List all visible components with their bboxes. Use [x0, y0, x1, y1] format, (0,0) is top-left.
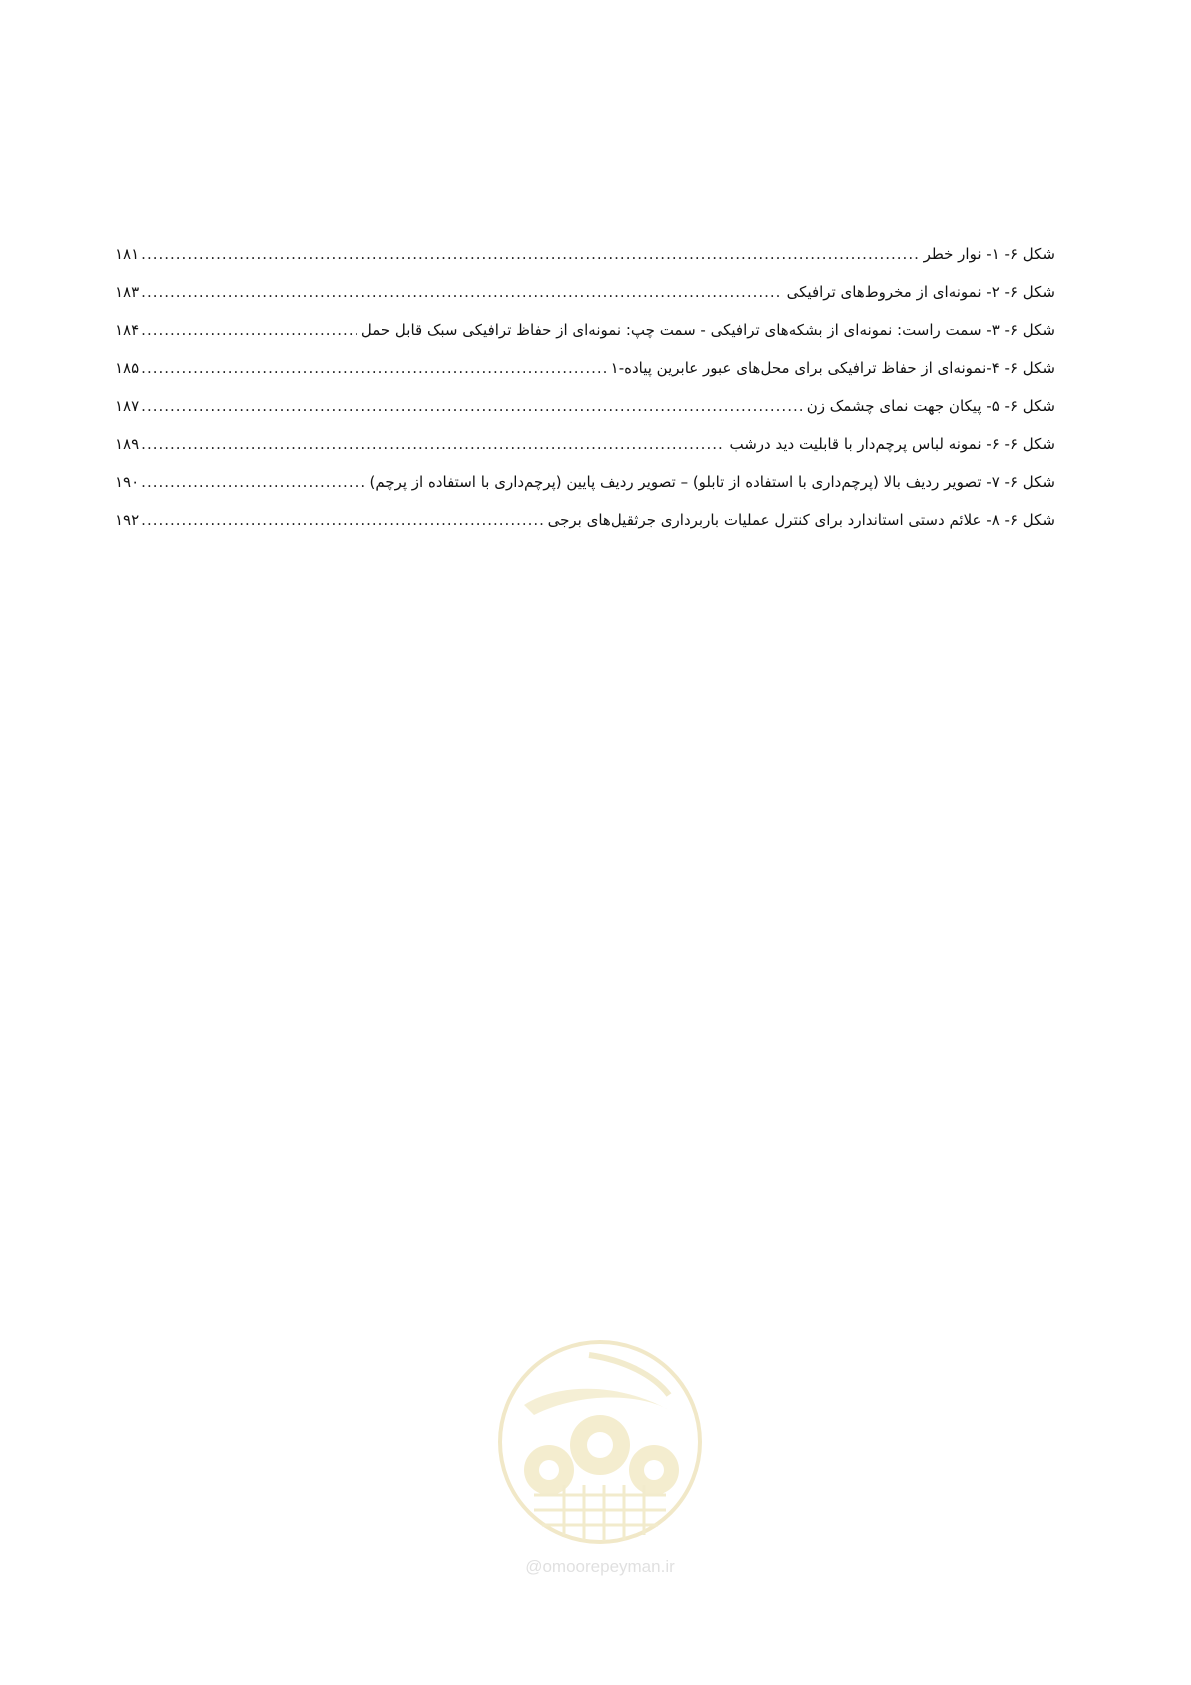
- toc-leader-dots: [141, 434, 725, 454]
- toc-entry-title: شکل ۶- ۸- علائم دستی استاندارد برای کنترل عملیات باربرداری جرثقیل‌های برجی: [547, 511, 1055, 529]
- toc-entry-title: شکل ۶- ۳- سمت راست: نمونه‌ای از بشکه‌های ترافیکی - سمت چپ: نمونه‌ای از حفاظ ترافیکی سبک قابل حمل: [360, 321, 1055, 339]
- toc-entry[interactable]: [115, 472, 1055, 510]
- toc-leader-dots: [141, 510, 543, 530]
- toc-entry[interactable]: [115, 358, 1055, 396]
- toc-leader-dots: [141, 282, 782, 302]
- watermark-logo: [494, 1335, 706, 1625]
- toc-entry-title: شکل ۶- ۲- نمونه‌ای از مخروط‌های ترافیکی: [786, 283, 1055, 301]
- toc-entry-title: شکل ۶- ۴-نمونه‌ای از حفاظ ترافیکی برای محل‌های عبور عابرین پیاده-۱: [610, 359, 1055, 377]
- toc-leader-dots: [141, 472, 365, 492]
- toc-entry-title: شکل ۶- ۷- تصویر ردیف بالا (پرچم‌داری با استفاده از تابلو) – تصویر ردیف پایین (پرچم‌داری با استفاده از پرچم): [369, 473, 1055, 491]
- table-of-figures: [115, 244, 1055, 548]
- toc-entry-title: شکل ۶- ۱- نوار خطر: [923, 245, 1055, 263]
- toc-entry[interactable]: [115, 510, 1055, 548]
- toc-entry-page: ۱۸۵: [115, 359, 140, 377]
- toc-entry[interactable]: [115, 244, 1055, 282]
- toc-leader-dots: [141, 320, 357, 340]
- toc-entry[interactable]: [115, 282, 1055, 320]
- toc-entry-page: ۱۸۴: [115, 321, 140, 339]
- toc-leader-dots: [141, 244, 919, 264]
- watermark-site-text: @omoorepeyman.ir: [525, 1557, 675, 1576]
- toc-entry-page: ۱۸۹: [115, 435, 140, 453]
- toc-entry-page: ۱۸۳: [115, 283, 140, 301]
- toc-entry-page: ۱۸۱: [115, 245, 140, 263]
- toc-entry-page: ۱۸۷: [115, 397, 140, 415]
- toc-entry[interactable]: [115, 434, 1055, 472]
- gears-logo-icon: [494, 1335, 706, 1550]
- toc-entry-title: شکل ۶- ۵- پیکان جهت نمای چشمک زن: [806, 397, 1055, 415]
- toc-entry-page: ۱۹۰: [115, 473, 140, 491]
- toc-leader-dots: [141, 396, 803, 416]
- toc-entry-page: ۱۹۲: [115, 511, 140, 529]
- toc-entry[interactable]: [115, 396, 1055, 434]
- toc-leader-dots: [141, 358, 606, 378]
- toc-entry[interactable]: [115, 320, 1055, 358]
- toc-entry-title: شکل ۶- ۶- نمونه لباس پرچم‌دار با قابلیت دید درشب: [729, 435, 1055, 453]
